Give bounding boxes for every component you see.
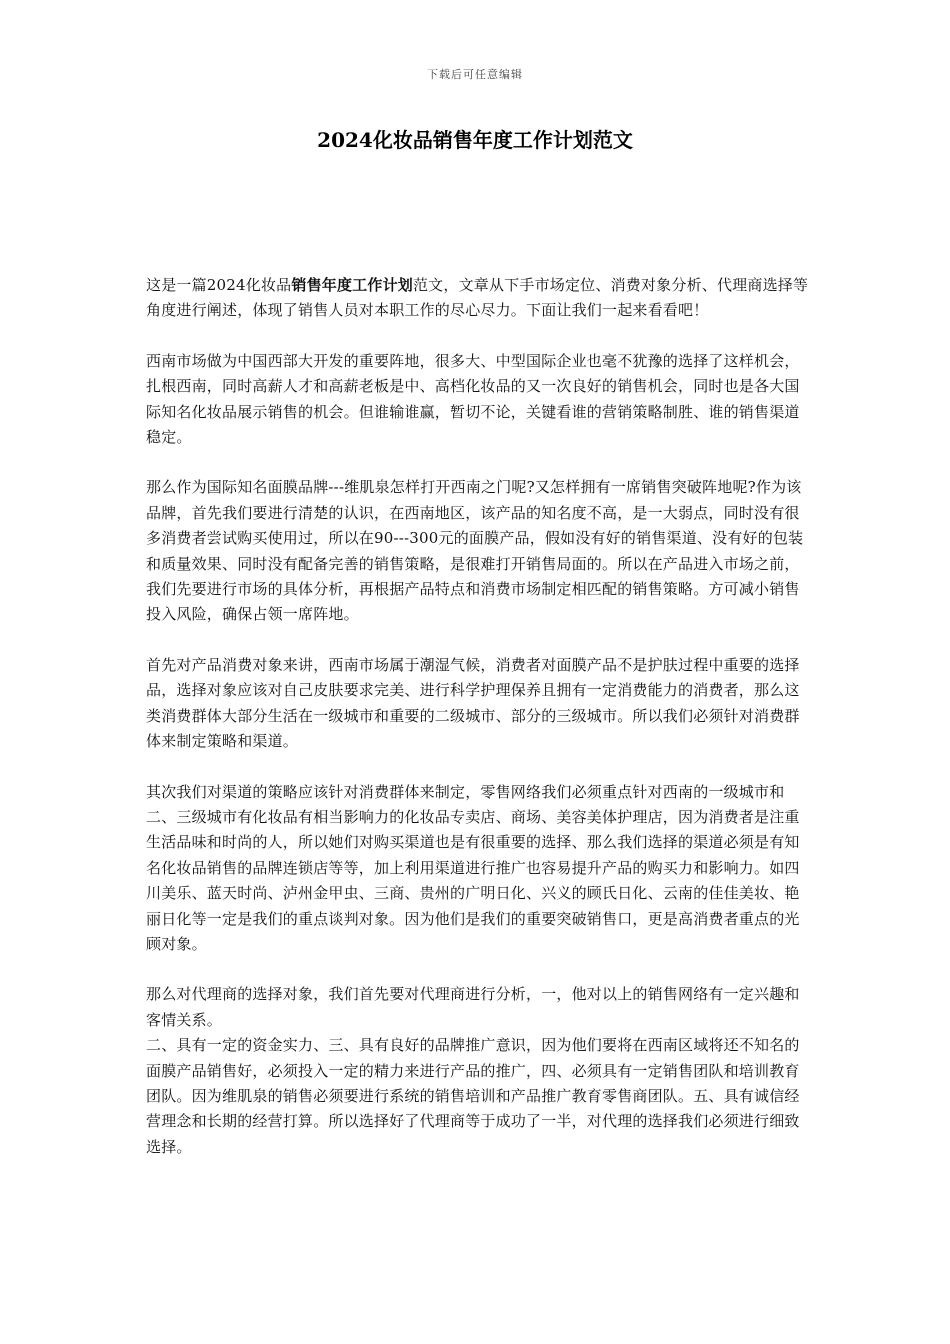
paragraph-consumer-analysis: 首先对产品消费对象来讲，西南市场属于潮湿气候，消费者对面膜产品不是护肤过程中重要的选择品，选择对象应该对自己皮肤要求完美、进行科学护理保养且拥有一定消费能力的消费者，那么这类消费群体大部分生活在一级城市和重要的二级城市、部分的三级城市。所以我们必须针对消费群体来制定策略和渠道。 bbox=[146, 655, 800, 751]
document-body bbox=[146, 273, 810, 1160]
paragraph-market-background: 西南市场做为中国西部大开发的重要阵地，很多大、中型国际企业也毫不犹豫的选择了这样机会，扎根西南，同时高薪人才和高薪老板是中、高档化妆品的又一次良好的销售机会，同时也是各大国际知名化妆品展示销售的机会。但谁输谁赢，暂切不论，关键看谁的营销策略制胜、谁的销售渠道稳定。 bbox=[146, 351, 800, 447]
intro-keyword-link[interactable]: 销售年度工作计划 bbox=[291, 276, 413, 294]
intro-paragraph bbox=[146, 273, 810, 324]
paragraph-agent-criteria: 二、具有一定的资金实力、三、具有良好的品牌推广意识，因为他们要将在西南区域将还不知名的面膜产品销售好，必须投入一定的精力来进行产品的推广，四、必须具有一定销售团队和培训教育团队。因为维肌泉的销售必须要进行系统的销售培训和产品推广教育零售商团队。五、具有诚信经营理念和长期的经营打算。所以选择好了代理商等于成功了一半，对代理的选择我们必须进行细致选择。 bbox=[146, 1036, 800, 1156]
intro-text-after: 范文，文章从下手市场定位、消费对象分析、代理商选择等角度进行阐述，体现了销售人员对本职工作的尽心尽力。下面让我们一起来看看吧！ bbox=[146, 276, 809, 320]
document-title: 2024化妆品销售年度工作计划范文 bbox=[317, 128, 633, 152]
paragraph-brand-analysis: 那么作为国际知名面膜品牌---维肌泉怎样打开西南之门呢?又怎样拥有一席销售突破阵地呢?作为该品牌，首先我们要进行清楚的认识，在西南地区，该产品的知名度不高，是一大弱点，同时没有很多消费者尝试购买使用过，所以在90---300元的面膜产品，假如没有好的销售渠道、没有好的包装和质量效果、同时没有配备完善的销售策略，是很难打开销售局面的。所以在产品进入市场之前，我们先要进行市场的具体分析，再根据产品特点和消费市场制定相匹配的销售策略。方可减小销售投入风险，确保占领一席阵地。 bbox=[146, 478, 804, 624]
intro-text-before: 这是一篇2024化妆品 bbox=[146, 276, 292, 294]
paragraph-channel-strategy: 其次我们对渠道的策略应该针对消费群体来制定，零售网络我们必须重点针对西南的一级城市和二、三级城市有化妆品有相当影响力的化妆品专卖店、商场、美容美体护理店，因为消费者是注重生活品味和时尚的人，所以她们对购买渠道也是有很重要的选择、那么我们选择的渠道必须是有知名化妆品销售的品牌连锁店等等，加上利用渠道进行推广也容易提升产品的购买力和影响力。如四川美乐、蓝天时尚、泸州金甲虫、三商、贵州的广明日化、兴义的顾氏日化、云南的佳佳美妆、艳丽日化等一定是我们的重点谈判对象。因为他们是我们的重要突破销售口，更是高消费者重点的光顾对象。 bbox=[146, 782, 800, 953]
paragraph-agent-selection: 那么对代理商的选择对象，我们首先要对代理商进行分析，一，他对以上的销售网络有一定兴趣和客情关系。 bbox=[146, 985, 800, 1029]
download-editable-note: 下载后可任意编辑 bbox=[427, 68, 523, 81]
